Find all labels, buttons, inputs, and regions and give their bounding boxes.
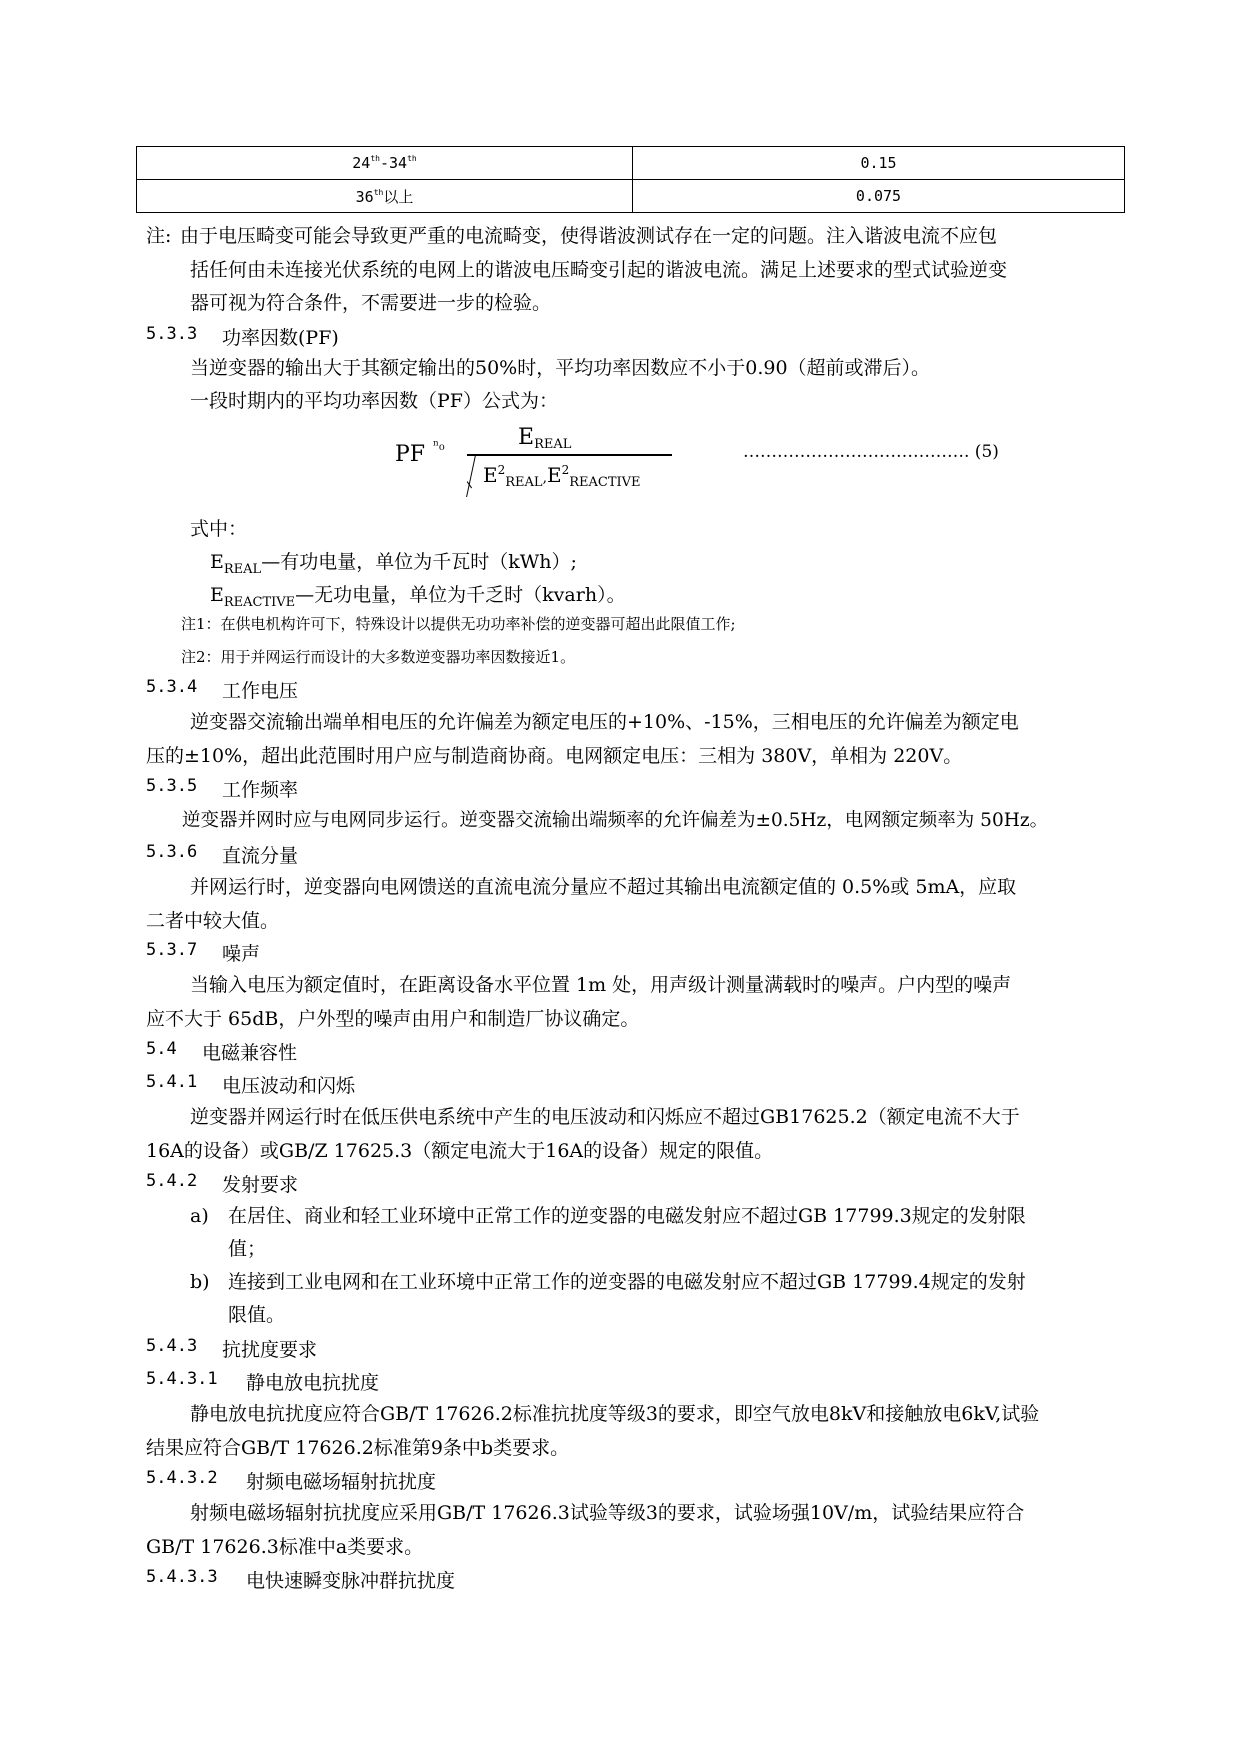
- paragraph: 16A的设备）或GB/Z 17625.3（额定电流大于16A的设备）规定的限值。: [146, 1140, 774, 1162]
- distortion-limit-cell: 0.15: [633, 147, 1125, 180]
- section-title: 电压波动和闪烁: [222, 1075, 356, 1097]
- section-title: 噪声: [222, 943, 261, 965]
- section-title: 静电放电抗扰度: [246, 1372, 380, 1394]
- table-row: [137, 180, 1125, 213]
- formula-lhs: PF: [395, 442, 426, 467]
- note-line-1: 由于电压畸变可能会导致更严重的电流畸变，使得谐波测试存在一定的问题。注入谐波电流不应包: [180, 225, 998, 247]
- section-number: 5.3.6: [146, 842, 198, 862]
- list-item-a-cont: 值；: [228, 1238, 267, 1260]
- paragraph: 当逆变器的输出大于其额定输出的50%时，平均功率因数应不小于0.90（超前或滞后）。: [190, 357, 931, 379]
- paragraph: 压的±10%，超出此范围时用户应与制造商协商。电网额定电压：三相为 380V，单相为 220V。: [146, 745, 963, 767]
- paragraph: 射频电磁场辐射抗扰度应采用GB/T 17626.3试验等级3的要求，试验场强10V/m，试验结果应符合: [190, 1502, 1025, 1524]
- note-2: 注2：用于并网运行而设计的大多数逆变器功率因数接近1。: [181, 648, 576, 666]
- definition-real: $E_{REAL}—$有功电量，单位为千瓦时（kWh）;: [210, 551, 577, 577]
- section-number: 5.4.3: [146, 1336, 198, 1356]
- paragraph: 逆变器并网运行时在低压供电系统中产生的电压波动和闪烁应不超过GB17625.2（额定电流不大于: [190, 1106, 1020, 1128]
- paragraph: 静电放电抗扰度应符合GB/T 17626.2标准抗扰度等级3的要求，即空气放电8kV和接触放电6kV,试验: [190, 1403, 1040, 1425]
- section-number: 5.4.3.3: [146, 1567, 218, 1587]
- section-title: 直流分量: [222, 845, 299, 867]
- list-item-a: 在居住、商业和轻工业环境中正常工作的逆变器的电磁发射应不超过GB 17799.3规定的发射限: [228, 1205, 1026, 1227]
- harmonic-limit-table: [136, 146, 1125, 213]
- table-row: [137, 147, 1125, 180]
- section-title: 工作频率: [222, 779, 299, 801]
- fraction-bar: [467, 454, 672, 456]
- section-title: 电快速瞬变脉冲群抗扰度: [246, 1570, 456, 1592]
- harmonic-order-cell: 36th以上: [137, 180, 633, 213]
- list-label-a: a): [190, 1205, 209, 1227]
- section-number: 5.3.7: [146, 940, 198, 960]
- paragraph: GB/T 17626.3标准中a类要求。: [146, 1536, 424, 1558]
- paragraph: 二者中较大值。: [146, 910, 280, 932]
- section-number: 5.4: [146, 1039, 177, 1059]
- paragraph: 当输入电压为额定值时，在距离设备水平位置 1m 处，用声级计测量满载时的噪声。户内型的噪声: [190, 974, 1012, 996]
- power-factor-formula: [395, 425, 1095, 500]
- paragraph: 结果应符合GB/T 17626.2标准第9条中b类要求。: [146, 1437, 570, 1459]
- formula-denominator-real: $E^2_{REAL}$,: [483, 463, 548, 490]
- paragraph: 逆变器并网时应与电网同步运行。逆变器交流输出端频率的允许偏差为±0.5Hz，电网额定频率为 50Hz。: [182, 810, 1049, 831]
- definition-reactive: $E_{REACTIVE}—$无功电量，单位为千乏时（kvarh）。: [210, 584, 626, 610]
- harmonic-order-cell: 24th-34th: [137, 147, 633, 180]
- formula-denominator-reactive: $E^2_{REACTIVE}$: [547, 463, 641, 490]
- note-label: 注:: [146, 225, 172, 247]
- section-number: 5.4.2: [146, 1171, 198, 1191]
- section-title: 电磁兼容性: [202, 1042, 298, 1064]
- formula-equals: ⁿ₀: [433, 438, 445, 454]
- equation-number: …………………………………. (5): [743, 442, 999, 462]
- where-label: 式中：: [190, 518, 248, 540]
- section-number: 5.3.4: [146, 677, 198, 697]
- section-title: 功率因数(PF): [222, 327, 339, 349]
- note-line-3: 器可视为符合条件，不需要进一步的检验。: [190, 292, 552, 314]
- section-title: 发射要求: [222, 1174, 299, 1196]
- formula-numerator: $E_{REAL}$: [518, 425, 572, 452]
- list-item-b-cont: 限值。: [228, 1304, 286, 1326]
- list-item-b: 连接到工业电网和在工业环境中正常工作的逆变器的电磁发射应不超过GB 17799.4规定的发射: [228, 1271, 1026, 1293]
- note-line-2: 括任何由未连接光伏系统的电网上的谐波电压畸变引起的谐波电流。满足上述要求的型式试验逆变: [190, 259, 1008, 281]
- section-title: 射频电磁场辐射抗扰度: [246, 1471, 437, 1493]
- distortion-limit-cell: 0.075: [633, 180, 1125, 213]
- section-number: 5.4.1: [146, 1072, 198, 1092]
- paragraph: 应不大于 65dB，户外型的噪声由用户和制造厂协议确定。: [146, 1008, 640, 1030]
- section-title: 抗扰度要求: [222, 1339, 318, 1361]
- section-number: 5.4.3.2: [146, 1468, 218, 1488]
- sqrt-sign: [466, 455, 476, 497]
- section-number: 5.3.5: [146, 776, 198, 796]
- note-1: 注1：在供电机构许可下，特殊设计以提供无功功率补偿的逆变器可超出此限值工作;: [181, 615, 736, 633]
- paragraph: 一段时期内的平均功率因数（PF）公式为：: [190, 390, 558, 412]
- section-title: 工作电压: [222, 680, 299, 702]
- list-label-b: b): [190, 1271, 210, 1293]
- paragraph: 逆变器交流输出端单相电压的允许偏差为额定电压的+10%、-15%，三相电压的允许偏差为额定电: [190, 711, 1019, 733]
- paragraph: 并网运行时，逆变器向电网馈送的直流电流分量应不超过其输出电流额定值的 0.5%或 5mA，应取: [190, 876, 1017, 898]
- section-number: 5.4.3.1: [146, 1369, 218, 1389]
- section-number: 5.3.3: [146, 324, 198, 344]
